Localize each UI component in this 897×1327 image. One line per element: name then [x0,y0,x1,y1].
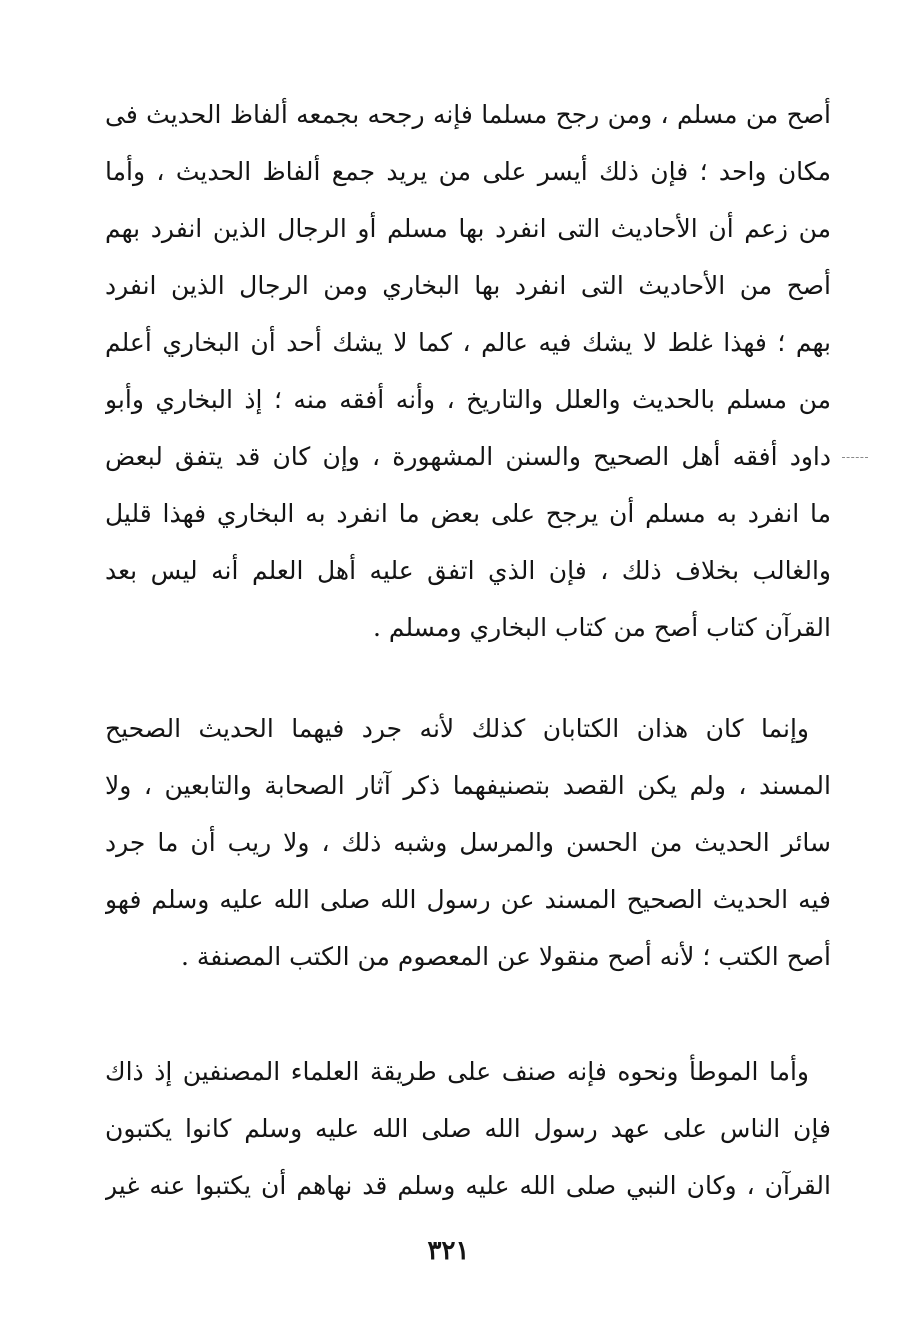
paragraph-3-line-2: فإن الناس على عهد رسول الله صلى الله عليه وسلم كانوا يكتبون [105,1114,831,1143]
paragraph-1-line-7: داود أفقه أهل الصحيح والسنن المشهورة ، وإن كان قد يتفق لبعض [105,442,831,471]
paragraph-2 [105,709,831,1009]
paragraph-3 [105,1052,831,1212]
paragraph-2-line-2: المسند ، ولم يكن القصد بتصنيفهما ذكر آثار الصحابة والتابعين ، ولا [105,771,831,800]
paragraph-3-line-1: وأما الموطأ ونحوه فإنه صنف على طريقة العلماء المصنفين إذ ذاك [105,1057,809,1086]
page-number: ٣٢١ [427,1236,470,1266]
paragraph-2-line-4: فيه الحديث الصحيح المسند عن رسول الله صلى الله عليه وسلم فهو [105,885,831,914]
paragraph-1-line-5: بهم ؛ فهذا غلط لا يشك فيه عالم ، كما لا يشك أحد أن البخاري أعلم [105,328,831,357]
paragraph-2-line-1: وإنما كان هذان الكتابان كذلك لأنه جرد فيهما الحديث الصحيح [105,714,809,743]
paragraph-1 [105,95,831,675]
paragraph-1-line-3: من زعم أن الأحاديث التى انفرد بها مسلم أو الرجال الذين انفرد بهم [105,214,831,243]
paragraph-1-line-9: والغالب بخلاف ذلك ، فإن الذي اتفق عليه أهل العلم أنه ليس بعد [105,556,831,585]
paragraph-1-line-1: أصح من مسلم ، ومن رجح مسلما فإنه رجحه بجمعه ألفاظ الحديث فى [105,100,831,129]
paragraph-3-line-3: القرآن ، وكان النبي صلى الله عليه وسلم قد نهاهم أن يكتبوا عنه غير [105,1171,831,1200]
paragraph-1-line-6: من مسلم بالحديث والعلل والتاريخ ، وأنه أفقه منه ؛ إذ البخاري وأبو [105,385,831,414]
paragraph-2-line-5: أصح الكتب ؛ لأنه أصح منقولا عن المعصوم من الكتب المصنفة . [180,942,831,971]
paragraph-1-line-8: ما انفرد به مسلم أن يرجح على بعض ما انفرد به البخاري فهذا قليل [105,499,831,528]
paragraph-1-line-4: أصح من الأحاديث التى انفرد بها البخاري ومن الرجال الذين انفرد [105,271,831,300]
paragraph-1-line-2: مكان واحد ؛ فإن ذلك أيسر على من يريد جمع ألفاظ الحديث ، وأما [105,157,831,186]
margin-mark [842,457,868,458]
paragraph-2-line-3: سائر الحديث من الحسن والمرسل وشبه ذلك ، ولا ريب أن ما جرد [105,828,831,857]
paragraph-1-line-10: القرآن كتاب أصح من كتاب البخاري ومسلم . [373,613,831,642]
